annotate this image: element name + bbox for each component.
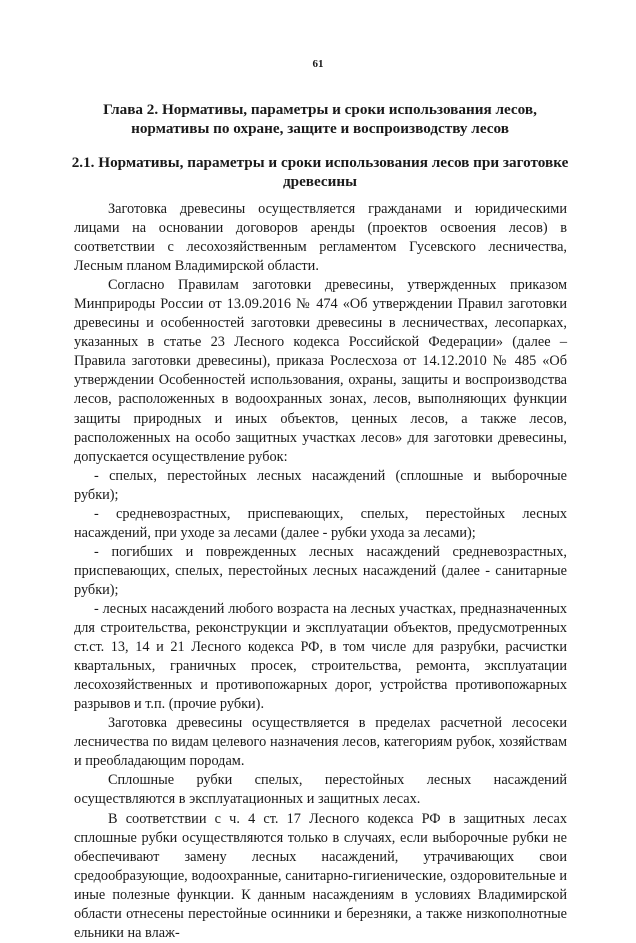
- section-title: [70, 153, 570, 191]
- chapter-title-line-2: нормативы по охране, защите и воспроизводству лесов: [131, 120, 509, 137]
- list-item: - средневозрастных, приспевающих, спелых, перестойных лесных насаждений, при уходе за лесами (далее - рубки ухода за лесами);: [74, 505, 567, 541]
- chapter-title-line-1: Глава 2. Нормативы, параметры и сроки использования лесов,: [103, 101, 537, 118]
- paragraph: В соответствии с ч. 4 ст. 17 Лесного кодекса РФ в защитных лесах сплошные рубки осуществляются только в случаях, если выборочные рубки не обеспечивают замену лесных насаждений, утрачивающих свои средообразующие, водоохранные, санитарно-гигиенические, оздоровительные и иные полезные функции. К данным насаждениям в условиях Владимирской области отнесены перестойные осинники и березняки, а также низкополнотные ельники на влаж-: [74, 810, 567, 941]
- list-item: - спелых, перестойных лесных насаждений (сплошные и выборочные рубки);: [74, 467, 567, 503]
- list-item: - лесных насаждений любого возраста на лесных участках, предназначенных для строительства, реконструкции и эксплуатации объектов, предусмотренных ст.ст. 13, 14 и 21 Лесного кодекса РФ, в том числе для разрубки, расчистки квартальных, граничных просек, строительства, ремонта, эксплуатации лесохозяйственных и противопожарных дорог, устройства противопожарных разрывов и т.п. (прочие рубки).: [74, 600, 567, 713]
- paragraph: Заготовка древесины осуществляется гражданами и юридическими лицами на основании договоров аренды (проектов освоения лесов) в соответствии с лесохозяйственным регламентом Гусевского лесничества, Лесным планом Владимирской области.: [74, 201, 567, 275]
- paragraph: Сплошные рубки спелых, перестойных лесных насаждений осуществляются в эксплуатационных и защитных лесах.: [74, 772, 567, 808]
- body-text: [74, 200, 567, 943]
- chapter-title: [70, 100, 570, 138]
- paragraph: Согласно Правилам заготовки древесины, утвержденных приказом Минприроды России от 13.09.2016 № 474 «Об утверждении Правил заготовки древесины и особенностей заготовки древесины в лесничествах, лесопарках, указанных в статье 23 Лесного кодекса Российской Федерации» (далее – Правила заготовки древесины), приказа Рослесхоза от 14.12.2010 № 485 «Об утверждении Особенностей использования, охраны, защиты и воспроизводства лесов, расположенных в водоохранных зонах, лесов, выполняющих функции защиты природных и иных объектов, ценных лесов, а также лесов, расположенных на особо защитных участках лесов» для заготовки древесины, допускается осуществление рубок:: [74, 277, 567, 465]
- section-title-line-2: древесины: [282, 173, 358, 190]
- section-title-line-1: 2.1. Нормативы, параметры и сроки использования лесов при заготовке: [71, 154, 569, 171]
- paragraph: Заготовка древесины осуществляется в пределах расчетной лесосеки лесничества по видам целевого назначения лесов, категориям рубок, хозяйствам и преобладающим породам.: [74, 715, 567, 770]
- list-item: - погибших и поврежденных лесных насаждений средневозрастных, приспевающих, спелых, перестойных лесных насаждений (далее - санитарные рубки);: [74, 543, 567, 598]
- page-number: 61: [312, 58, 324, 70]
